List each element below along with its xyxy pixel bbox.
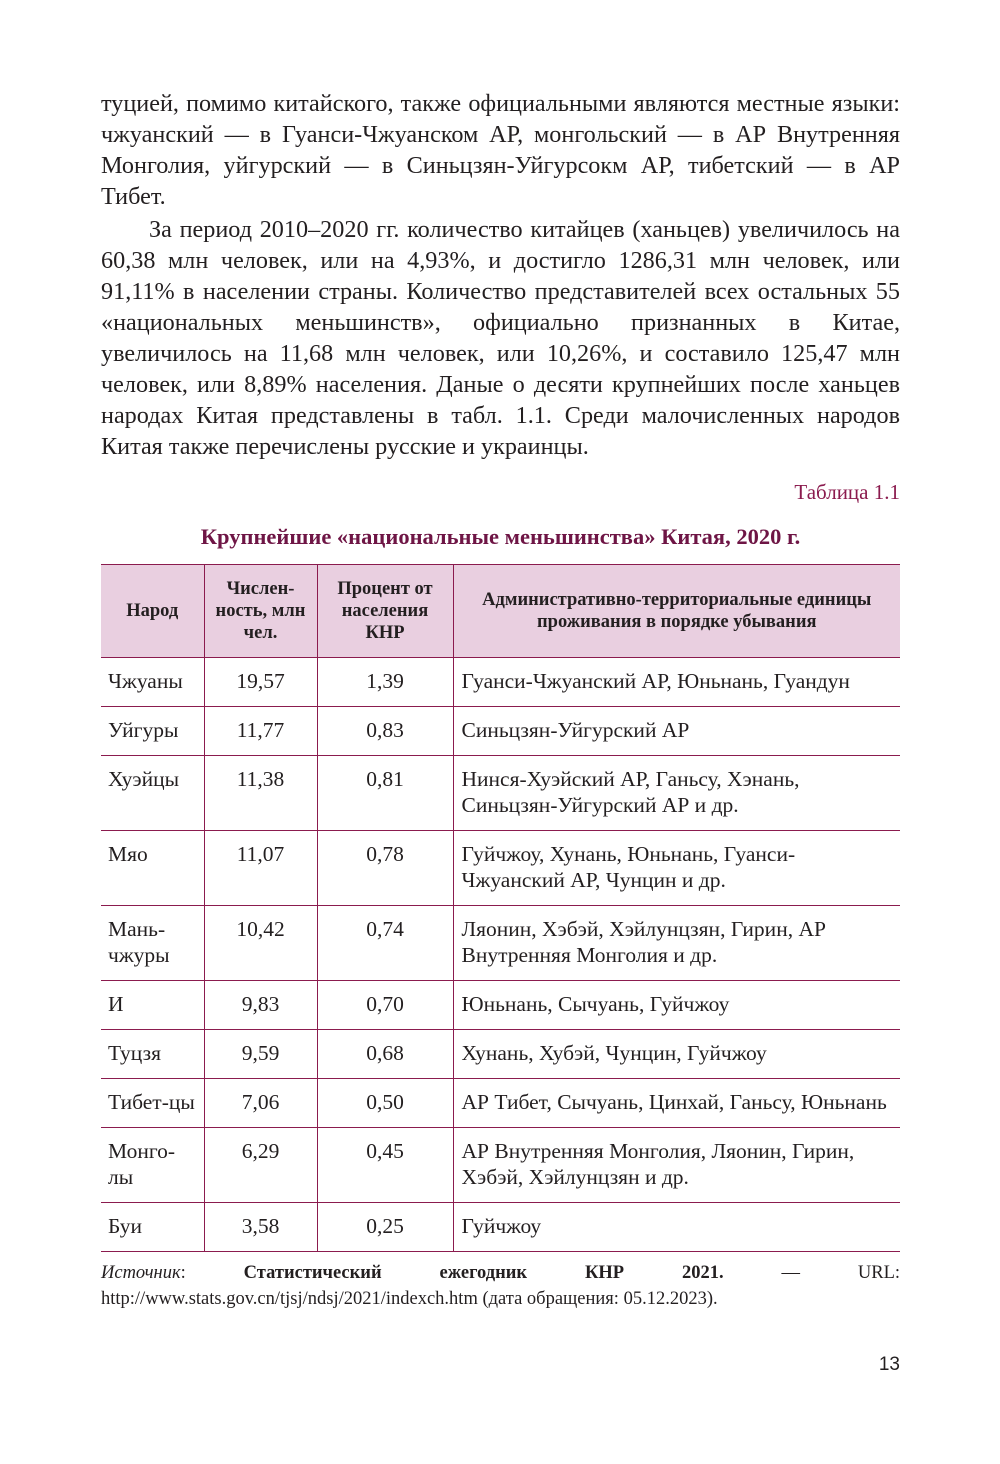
body-paragraph-2: За период 2010–2020 гг. количество китайцев (ханьцев) увеличилось на 60,38 млн человек, или на 4,93%, и достигло 1286,31 млн человек, или 91,11% в населении страны. Количество представителей всех остальных 55 «национальных меньшинств», официально признанных в Китае, увеличилось на 11,68 млн человек, или 10,26%, и составило 125,47 млн человек, или 8,89% населения. Даные о десяти крупнейших после ханьцев народах Китая представлены в табл. 1.1. Среди малочисленных народов Китая также перечислены русские и украинцы. (101, 216, 900, 460)
cell-percent: 0,83 (317, 707, 453, 756)
table-row (101, 1079, 900, 1128)
cell-population: 10,42 (204, 906, 317, 981)
cell-population: 11,07 (204, 831, 317, 906)
cell-percent: 0,81 (317, 756, 453, 831)
cell-regions: Гуйчжоу (453, 1203, 900, 1252)
cell-regions: Синьцзян-Уйгурский АР (453, 707, 900, 756)
table-row (101, 756, 900, 831)
cell-percent: 0,74 (317, 906, 453, 981)
cell-people: Тибет-цы (101, 1079, 204, 1128)
source-url-text: — URL: http://www.stats.gov.cn/tjsj/ndsj/2021/indexch.htm (дата обращения: 05.12.2023). (101, 1263, 901, 1309)
table-title: Крупнейшие «национальные меньшинства» Китая, 2020 г. (200, 524, 801, 549)
cell-population: 11,77 (204, 707, 317, 756)
body-paragraph-1: туцией, помимо китайского, также официальными являются местные языки: чжуанский — в Гуанси-Чжуанском АР, монгольский — в АР Внутренняя Монголия, уйгурский — в Синьцзян-Уйгурсокм АР, тибетский — в АР Тибет. (101, 90, 900, 210)
cell-people: Уйгуры (101, 707, 204, 756)
cell-percent: 1,39 (317, 658, 453, 707)
cell-people: Туцзя (101, 1030, 204, 1079)
cell-percent: 0,25 (317, 1203, 453, 1252)
table-row (101, 831, 900, 906)
cell-regions: Гуанси-Чжуанский АР, Юньнань, Гуандун (453, 658, 900, 707)
table-row (101, 1203, 900, 1252)
table-source-note (101, 1260, 900, 1312)
cell-people: Монго-лы (101, 1128, 204, 1203)
table-label: Таблица 1.1 (794, 480, 900, 504)
cell-regions: Нинся-Хуэйский АР, Ганьсу, Хэнань, Синьцзян-Уйгурский АР и др. (453, 756, 900, 831)
cell-population: 19,57 (204, 658, 317, 707)
page-content (101, 88, 900, 1312)
cell-regions: Юньнань, Сычуань, Гуйчжоу (453, 981, 900, 1030)
cell-population: 9,83 (204, 981, 317, 1030)
cell-regions: Ляонин, Хэбэй, Хэйлунцзян, Гирин, АР Внутренняя Монголия и др. (453, 906, 900, 981)
cell-people: Буи (101, 1203, 204, 1252)
source-separator: : (180, 1263, 244, 1283)
minorities-table (101, 564, 900, 1252)
cell-population: 11,38 (204, 756, 317, 831)
cell-percent: 0,70 (317, 981, 453, 1030)
cell-regions: Хунань, Хубэй, Чунцин, Гуйчжоу (453, 1030, 900, 1079)
header-percent: Процент от населения КНР (317, 565, 453, 658)
table-header-row (101, 565, 900, 658)
header-regions: Административно-территориальные единицы проживания в порядке убывания (453, 565, 900, 658)
cell-population: 3,58 (204, 1203, 317, 1252)
source-title: Статистический ежегодник КНР 2021. (243, 1263, 724, 1283)
cell-population: 6,29 (204, 1128, 317, 1203)
header-people: Народ (101, 565, 204, 658)
cell-population: 7,06 (204, 1079, 317, 1128)
cell-people: Мань-чжуры (101, 906, 204, 981)
cell-people: Мяо (101, 831, 204, 906)
source-label: Источник (101, 1263, 181, 1283)
table-row (101, 658, 900, 707)
cell-people: Хуэйцы (101, 756, 204, 831)
table-row (101, 906, 900, 981)
table-row (101, 981, 900, 1030)
cell-regions: АР Тибет, Сычуань, Цинхай, Ганьсу, Юньнань (453, 1079, 900, 1128)
cell-percent: 0,78 (317, 831, 453, 906)
cell-percent: 0,68 (317, 1030, 453, 1079)
header-population: Числен-ность, млн чел. (204, 565, 317, 658)
cell-percent: 0,50 (317, 1079, 453, 1128)
cell-regions: АР Внутренняя Монголия, Ляонин, Гирин, Хэбэй, Хэйлунцзян и др. (453, 1128, 900, 1203)
cell-regions: Гуйчжоу, Хунань, Юньнань, Гуанси-Чжуанский АР, Чунцин и др. (453, 831, 900, 906)
table-row (101, 707, 900, 756)
table-row (101, 1030, 900, 1079)
cell-people: Чжуаны (101, 658, 204, 707)
page-number: 13 (878, 1354, 900, 1375)
cell-people: И (101, 981, 204, 1030)
cell-population: 9,59 (204, 1030, 317, 1079)
cell-percent: 0,45 (317, 1128, 453, 1203)
table-row (101, 1128, 900, 1203)
